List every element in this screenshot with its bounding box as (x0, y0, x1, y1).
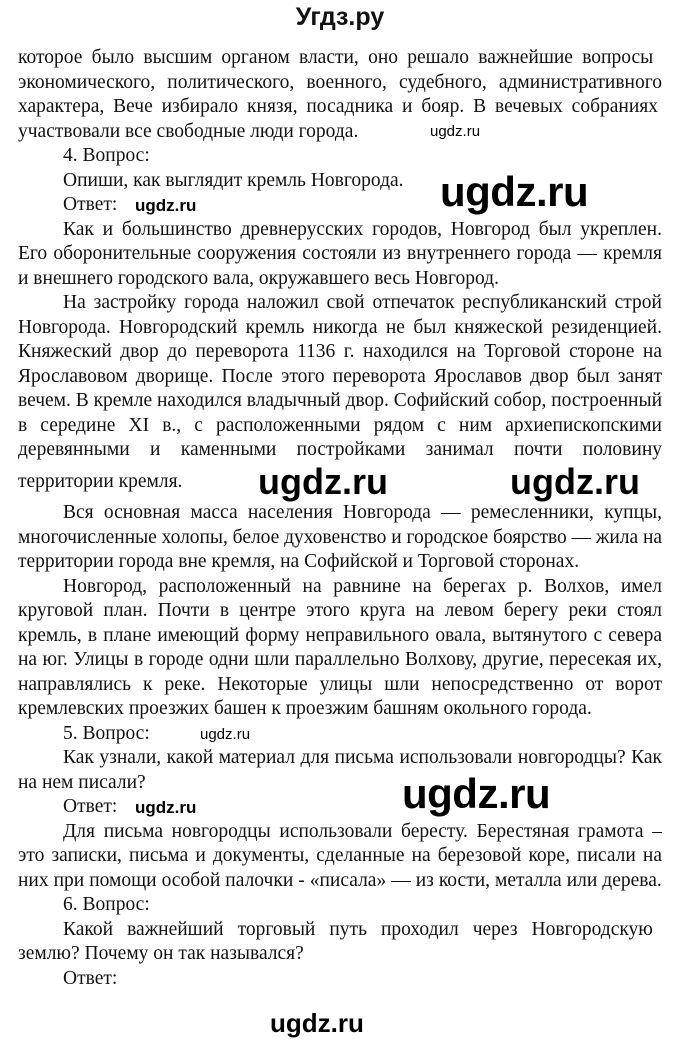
text-line: участвовали все свободные люди города. (18, 120, 359, 142)
watermark-big: ugdz.ru (258, 460, 388, 502)
text-line: 5. Вопрос: (63, 722, 150, 744)
text-line: направлялись к реке. Некоторые улицы шли непосредственно от ворот (18, 673, 662, 695)
text-line: экономического, политического, военного, судебного, административного (18, 71, 662, 93)
text-line: и внешнего городского вала, окружавшего весь Новгород. (18, 267, 499, 289)
text-line: Новгорода. Новгородский кремль никогда не был княжеской резиденцией. (18, 316, 662, 338)
text-line: них при помощи особой палочки - «писала» — из кости, металла или дерева. (18, 869, 662, 891)
text-line: Опиши, как выглядит кремль Новгорода. (63, 169, 404, 191)
text-line: в середине XI в., с расположенными рядом с ним архиепископскими (18, 414, 662, 436)
text-line: Его оборонительные сооружения состояли из внутреннего города — кремля (18, 243, 662, 264)
watermark-footer: ugdz.ru (270, 1008, 364, 1038)
text-line: Для письма новгородцы использовали бересту. Берестяная грамота – (63, 820, 662, 842)
text-line: территории кремля. (18, 470, 183, 492)
text-line: кремль, в плане имеющий форму неправильного овала, вытянутого с севера (18, 624, 662, 646)
watermark-big: ugdz.ru (402, 769, 551, 817)
text-line: 6. Вопрос: (63, 894, 150, 915)
watermark-small: ugdz.ru (430, 122, 481, 140)
text-line: Как и большинство древнерусских городов, Новгород был укреплен. (63, 218, 662, 240)
text-line: Ярославовом дворище. После этого переворота Ярославов двор был занят (18, 365, 662, 387)
text-line: круговой план. Почти в центре этого круга на левом берегу реки стоял (18, 600, 662, 621)
text-line: характера, Вече избирало князя, посадника и бояр. В вечевых собраниях (18, 96, 658, 117)
text-line: вечем. В кремле находился владычный двор. Софийский собор, построенный (18, 390, 662, 411)
text-line: Ответ: (63, 796, 118, 817)
site-header-title: Угдз.ру (295, 3, 385, 31)
text-line: 4. Вопрос: (63, 145, 150, 166)
watermark-big: ugdz.ru (440, 167, 589, 215)
text-line: многочисленные холопы, белое духовенство и городское боярство — жила на (18, 526, 662, 548)
watermark-small: ugdz.ru (135, 196, 197, 215)
text-line: Вся основная масса населения Новгорода — ремесленники, купцы, (63, 502, 662, 523)
text-line: землю? Почему он так назывался? (18, 943, 304, 964)
text-line: На застройку города наложил свой отпечаток республиканский строй (63, 292, 662, 313)
watermark-small: ugdz.ru (135, 798, 197, 817)
watermark-big: ugdz.ru (510, 460, 640, 502)
text-line: Княжеский двор до переворота 1136 г. находился на Торговой стороне на (18, 341, 662, 362)
text-line: это записки, письма и документы, сделанные на березовой коре, писали на (18, 845, 662, 866)
text-line: кремлевских проезжих башен к проезжим башням окольного города. (18, 698, 592, 719)
text-line: территории города вне кремля, на Софийской и Торговой сторонах. (18, 551, 580, 572)
text-line: Как узнали, какой материал для письма использовали новгородцы? Как (63, 747, 662, 768)
text-line: Ответ: (63, 967, 118, 989)
text-line: деревянными и каменными постройками занимал почти половину (18, 439, 662, 460)
text-line: на юг. Улицы в городе одни шли параллельно Волхову, другие, пересекая их, (18, 649, 662, 670)
text-line: Ответ: (63, 194, 118, 215)
watermark-small: ugdz.ru (200, 725, 251, 743)
text-line: которое было высшим органом власти, оно решало важнейшие вопросы (18, 47, 654, 68)
text-line: Какой важнейший торговый путь проходил через Новгородскую (63, 918, 653, 940)
text-line: на нем писали? (18, 771, 146, 793)
text-line: Новгород, расположенный на равнине на берегах р. Волхов, имел (63, 575, 662, 597)
